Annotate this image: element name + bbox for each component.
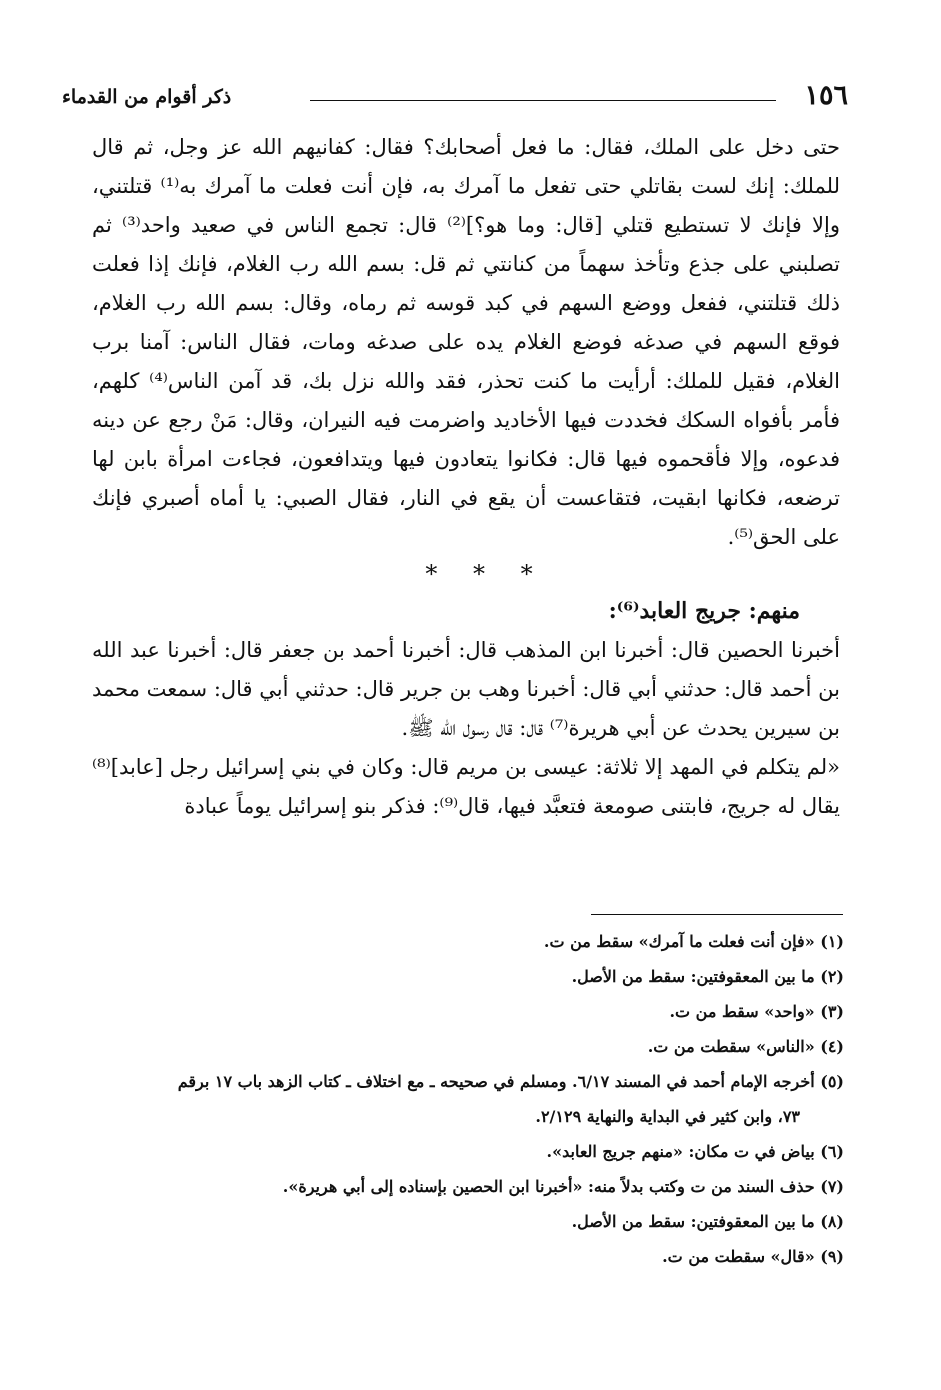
footnote-1: (١) «فإن أنت فعلت ما آمرك» سقط من ت.	[543, 932, 844, 951]
footnotes	[92, 924, 844, 1274]
footnote-7: (٧) حذف السند من ت وكتب بدلاً منه: «أخبرنا ابن الحصين بإسناده إلى أبي هريرة».	[282, 1177, 844, 1196]
footnote-5-continuation: ٧٣، وابن كثير في البداية والنهاية ٢/١٢٩.	[535, 1107, 800, 1126]
header-rule	[310, 100, 776, 101]
running-title: ذكر أقوام من القدماء	[62, 86, 232, 108]
footnote-3: (٣) «واحد» سقط من ت.	[669, 1002, 844, 1021]
paragraph-3: «لم يتكلم في المهد إلا ثلاثة: عيسى بن مريم قال: وكان في بني إسرائيل رجل [عابد]⁽⁸⁾ يقال له جريج، فابتنى صومعة فتعبَّد فيها، قال⁽⁹⁾: فذكر بنو إسرائيل يوماً عبادة	[92, 755, 840, 818]
section-heading: منهم: جريج العابد⁽⁶⁾:	[608, 598, 800, 624]
main-text	[92, 128, 840, 826]
footnote-8: (٨) ما بين المعقوفتين: سقط من الأصل.	[571, 1212, 844, 1231]
page-number: ١٥٦	[804, 80, 848, 111]
paragraph-1: حتى دخل على الملك، فقال: ما فعل أصحابك؟ فقال: كفانيهم الله عز وجل، ثم قال للملك: إنك لست بقاتلي حتى تفعل ما آمرك به، فإن أنت فعلت ما آمرك به⁽¹⁾ قتلتني، وإلا فإنك لا تستطيع قتلي [قال: وما هو؟]⁽²⁾ قال: تجمع الناس في صعيد واحد⁽³⁾ ثم تصلبني على جذع وتأخذ سهماً من كنانتي ثم قل: بسم الله رب الغلام، فإنك إذا فعلت ذلك قتلتني، ففعل ووضع السهم في كبد قوسه ثم رماه، وقال: بسم الله رب الغلام، فوقع السهم في صدغه فوضع الغلام يده على صدغه ومات، فقال الناس: آمنا برب الغلام، فقيل للملك: أرأيت ما كنت تحذر، فقد والله نزل بك، قد آمن الناس⁽⁴⁾ كلهم، فأمر بأفواه السكك فخددت فيها الأخاديد واضرمت فيه النيران، وقال: مَنْ رجع عن دينه فدعوه، وإلا فأقحموه فيها قال: فكانوا يتعادون فيها ويتدافعون، فجاءت امرأة بابن لها ترضعه، فكانها ابقيت، فتقاعست أن يقع في النار، فقال الصبي: يا أماه أصبري فإنك على الحق⁽⁵⁾.	[92, 135, 841, 549]
footnote-4: (٤) «الناس» سقطت من ت.	[647, 1037, 844, 1056]
paragraph-2: أخبرنا الحصين قال: أخبرنا ابن المذهب قال: أخبرنا أحمد بن جعفر قال: أخبرنا عبد الله بن أحمد قال: حدثني أبي قال: أخبرنا وهب بن جرير قال: حدثني أبي قال: سمعت محمد بن سيرين يحدث عن أبي هريرة⁽⁷⁾ قال: قال رسول الله ﷺ.	[92, 638, 840, 740]
footnote-5: (٥) أخرجه الإمام أحمد في المسند ٦/١٧. ومسلم في صحيحه ـ مع اختلاف ـ كتاب الزهد باب ١٧ برقم	[177, 1072, 844, 1091]
footnote-6: (٦) بياض في ت مكان: «منهم جريج العابد».	[546, 1142, 844, 1161]
page-header	[62, 78, 848, 118]
footnote-rule	[591, 914, 843, 915]
section-ornament: * * *	[425, 560, 547, 588]
footnote-9: (٩) «قال» سقطت من ت.	[662, 1247, 844, 1266]
footnote-2: (٢) ما بين المعقوفتين: سقط من الأصل.	[571, 967, 844, 986]
